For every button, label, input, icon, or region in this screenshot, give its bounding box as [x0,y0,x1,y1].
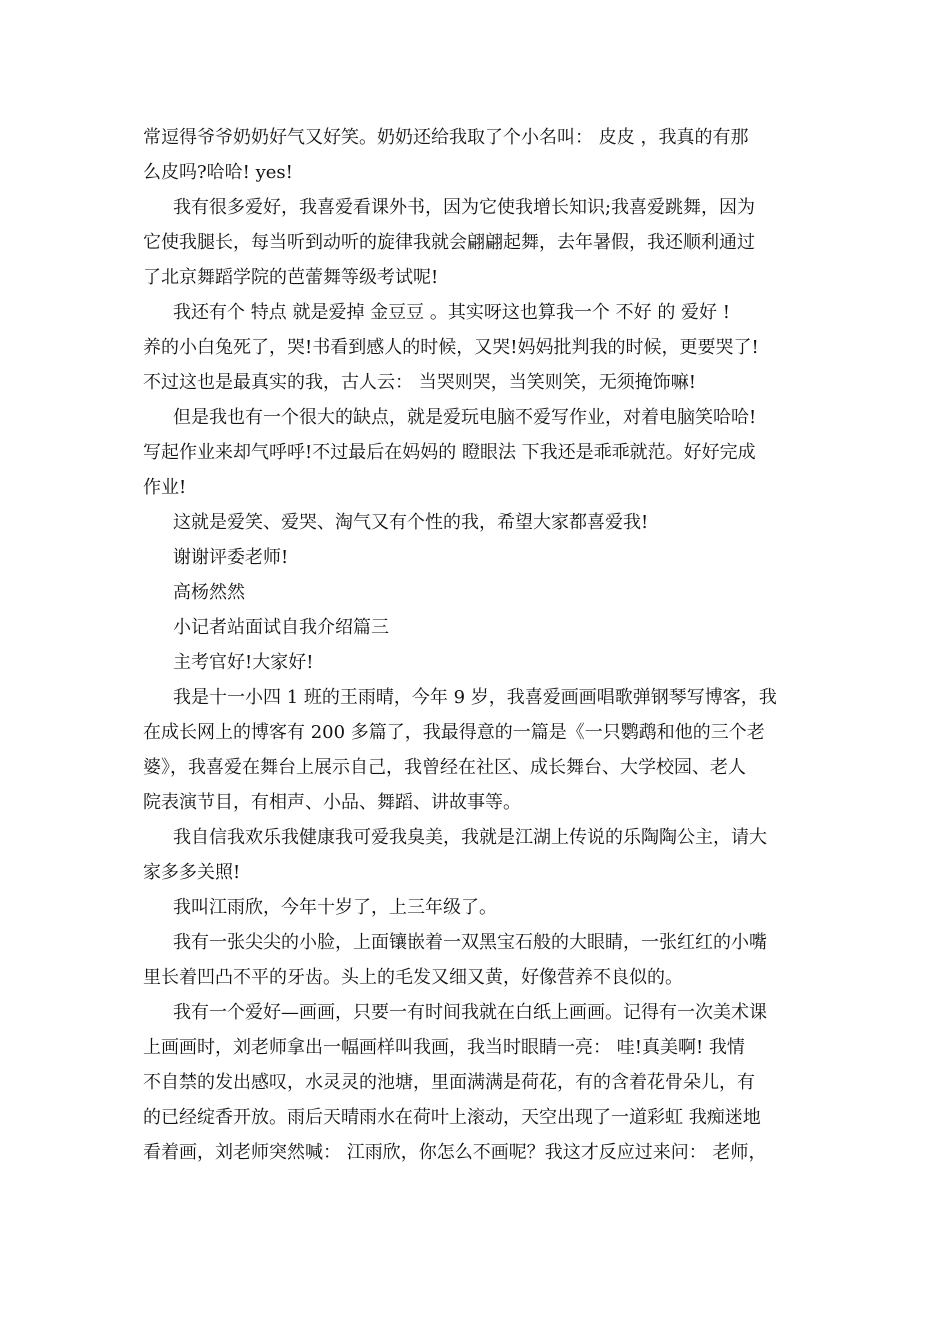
text-line: 婆》，我喜爱在舞台上展示自己，我曾经在社区、成长舞台、大学校园、老人 [143,757,746,778]
text-line: 家多多关照! [143,862,241,883]
text-line: 但是我也有一个很大的缺点，就是爱玩电脑不爱写作业，对着电脑笑哈哈! [173,407,757,428]
text-line: 高杨然然 [173,582,245,603]
text-line: 常逗得爷爷奶奶好气又好笑。奶奶还给我取了个小名叫： 皮皮 ，我真的有那 [143,127,749,148]
text-line: 养的小白兔死了，哭!书看到感人的时候，又哭!妈妈批判我的时候，更要哭了! [143,337,759,358]
text-line: 写起作业来却气呼呼!不过最后在妈妈的 瞪眼法 下我还是乖乖就范。好好完成 [143,442,756,463]
text-line: 上画画时，刘老师拿出一幅画样叫我画，我当时眼睛一亮： 哇!真美啊! 我情 [143,1037,745,1058]
text-line: 院表演节目，有相声、小品、舞蹈、讲故事等。 [143,792,521,813]
text-line: 它使我腿长，每当听到动听的旋律我就会翩翩起舞，去年暑假，我还顺利通过 [143,232,755,253]
text-line: 谢谢评委老师! [173,547,289,568]
text-line: 不过这也是最真实的我，古人云： 当哭则哭，当笑则笑，无须掩饰嘛! [143,372,696,393]
text-line: 这就是爱笑、爱哭、淘气又有个性的我，希望大家都喜爱我! [173,512,649,533]
text-line: 我有很多爱好，我喜爱看课外书，因为它使我增长知识;我喜爱跳舞，因为 [173,197,756,218]
text-line: 作业! [143,477,187,498]
text-line: 不自禁的发出感叹，水灵灵的池塘，里面满满是荷花，有的含着花骨朵儿，有 [143,1072,755,1093]
text-line: 了北京舞蹈学院的芭蕾舞等级考试呢! [143,267,439,288]
text-line: 我自信我欢乐我健康我可爱我臭美，我就是江湖上传说的乐陶陶公主，请大 [173,827,767,848]
text-line: 我有一个爱好—画画，只要一有时间我就在白纸上画画。记得有一次美术课 [173,1002,767,1023]
text-line: 看着画，刘老师突然喊： 江雨欣，你怎么不画呢？我这才反应过来问： 老师， [143,1142,767,1163]
text-line: 我是十一小四 1 班的王雨晴，今年 9 岁，我喜爱画画唱歌弹钢琴写博客，我 [173,687,777,708]
text-line: 里长着凹凸不平的牙齿。头上的毛发又细又黄，好像营养不良似的。 [143,967,683,988]
text-line: 我叫江雨欣，今年十岁了，上三年级了。 [173,897,497,918]
text-line: 我还有个 特点 就是爱掉 金豆豆 。其实呀这也算我一个 不好 的 爱好 ! [173,302,731,323]
text-line: 的已经绽香开放。雨后天晴雨水在荷叶上滚动，天空出现了一道彩虹 我痴迷地 [143,1107,761,1128]
text-line: 在成长网上的博客有 200 多篇了，我最得意的一篇是《一只鹦鹉和他的三个老 [143,722,765,743]
text-line: 小记者站面试自我介绍篇三 [173,617,389,638]
text-line: 主考官好!大家好! [173,652,314,673]
text-line: 么皮吗?哈哈! yes! [143,162,293,183]
document-body [143,120,813,1170]
text-line: 我有一张尖尖的小脸，上面镶嵌着一双黑宝石般的大眼睛，一张红红的小嘴 [173,932,767,953]
